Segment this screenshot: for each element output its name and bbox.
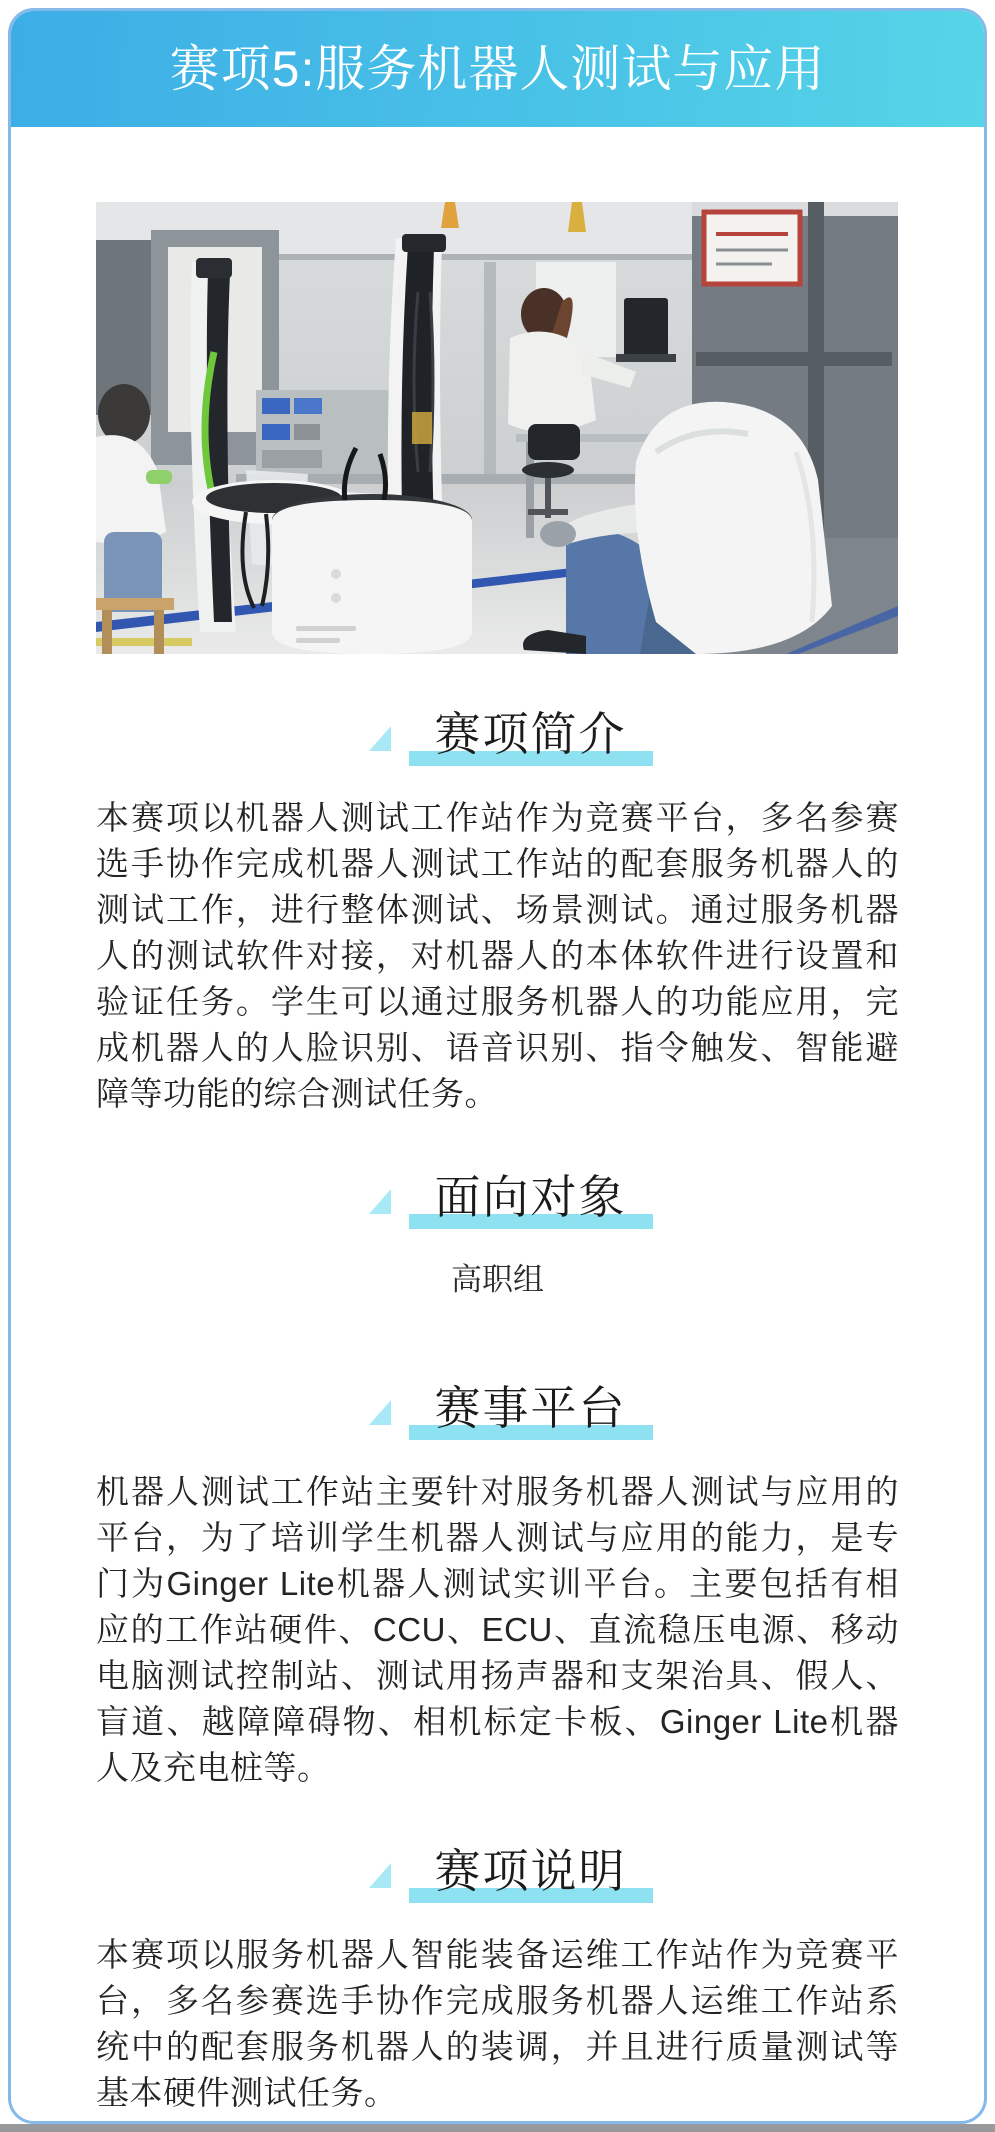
section-title-description: 赛项说明 [434, 1844, 627, 1897]
triangle-icon [369, 1400, 391, 1425]
facility-photo-illustration [96, 202, 898, 654]
page-title: 赛项5:服务机器人测试与应用 [169, 41, 826, 97]
section-title-platform: 赛事平台 [434, 1381, 627, 1434]
section-heading-audience [96, 1171, 899, 1224]
description-paragraph: 本赛项以服务机器人智能装备运维工作站作为竞赛平台，多名参赛选手协作完成服务机器人运维工作站系统中的配套服务机器人的装调，并且进行质量测试等基本硬件测试任务。 [96, 1935, 899, 2111]
triangle-icon [369, 1189, 391, 1214]
triangle-icon [369, 1863, 391, 1888]
platform-paragraph: 机器人测试工作站主要针对服务机器人测试与应用的平台，为了培训学生机器人测试与应用的能力，是专门为Ginger Lite机器人测试实训平台。主要包括有相应的工作站硬件、CCU、ECU、直流稳压电源、移动电脑测试控制站、测试用扬声器和支架治具、假人、盲道、越障障碍物、相机标定卡板、Ginger Lite机器人及充电桩等。 [96, 1472, 899, 1786]
section-heading-intro [96, 708, 899, 761]
section-heading-platform [96, 1382, 899, 1435]
bottom-divider-strip [0, 2124, 995, 2132]
header-banner [11, 11, 984, 127]
event-card [8, 8, 987, 2124]
triangle-icon [369, 726, 391, 751]
card-content [11, 202, 984, 2116]
intro-paragraph: 本赛项以机器人测试工作站作为竞赛平台，多名参赛选手协作完成机器人测试工作站的配套服务机器人的测试工作，进行整体测试、场景测试。通过服务机器人的测试软件对接，对机器人的本体软件进行设置和验证任务。学生可以通过服务机器人的功能应用，完成机器人的人脸识别、语音识别、指令触发、智能避障等功能的综合测试任务。 [96, 798, 899, 1112]
audience-text: 高职组 [451, 1261, 544, 1297]
facility-photo [96, 202, 899, 654]
section-title-intro: 赛项简介 [434, 708, 627, 760]
section-heading-description [96, 1845, 899, 1898]
section-title-audience: 面向对象 [434, 1170, 627, 1223]
